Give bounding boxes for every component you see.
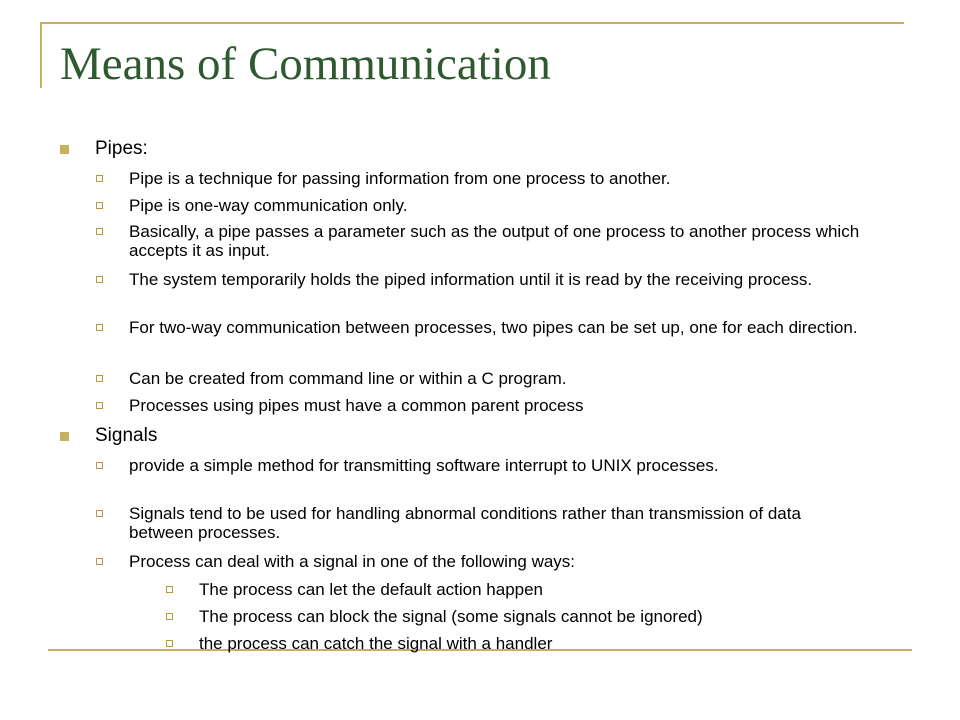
box-bullet-icon [96, 324, 103, 331]
square-bullet-icon [60, 145, 69, 154]
list-item: Can be created from command line or within a C program. [96, 369, 876, 388]
list-item: The system temporarily holds the piped information until it is read by the receiving process. [96, 270, 876, 289]
box-bullet-icon [166, 613, 173, 620]
sub-list-item: the process can catch the signal with a handler [166, 634, 886, 653]
list-item: provide a simple method for transmitting software interrupt to UNIX processes. [96, 456, 876, 475]
sub-list-item: The process can block the signal (some signals cannot be ignored) [166, 607, 886, 626]
slide-title: Means of Communication [60, 38, 551, 90]
box-bullet-icon [166, 586, 173, 593]
frame-top-line [40, 22, 904, 24]
list-item: Basically, a pipe passes a parameter such as the output of one process to another process which accepts it as input. [96, 222, 876, 260]
list-item: Pipe is a technique for passing information from one process to another. [96, 169, 876, 188]
section-pipes [60, 138, 148, 160]
sub-list-item: The process can let the default action happen [166, 580, 886, 599]
box-bullet-icon [96, 510, 103, 517]
section-signals [60, 425, 157, 447]
square-bullet-icon [60, 432, 69, 441]
list-item: Signals tend to be used for handling abnormal conditions rather than transmission of data between processes. [96, 504, 876, 542]
box-bullet-icon [96, 202, 103, 209]
list-item: Pipe is one-way communication only. [96, 196, 876, 215]
box-bullet-icon [96, 558, 103, 565]
section-heading: Pipes: [95, 138, 148, 159]
list-item: Process can deal with a signal in one of the following ways: [96, 552, 876, 571]
section-heading: Signals [95, 425, 158, 446]
box-bullet-icon [96, 228, 103, 235]
box-bullet-icon [96, 276, 103, 283]
frame-left-line [40, 22, 42, 88]
box-bullet-icon [96, 175, 103, 182]
box-bullet-icon [96, 375, 103, 382]
box-bullet-icon [96, 402, 103, 409]
list-item: Processes using pipes must have a common parent process [96, 396, 876, 415]
box-bullet-icon [96, 462, 103, 469]
list-item: For two-way communication between processes, two pipes can be set up, one for each direction. [96, 318, 876, 337]
box-bullet-icon [166, 640, 173, 647]
